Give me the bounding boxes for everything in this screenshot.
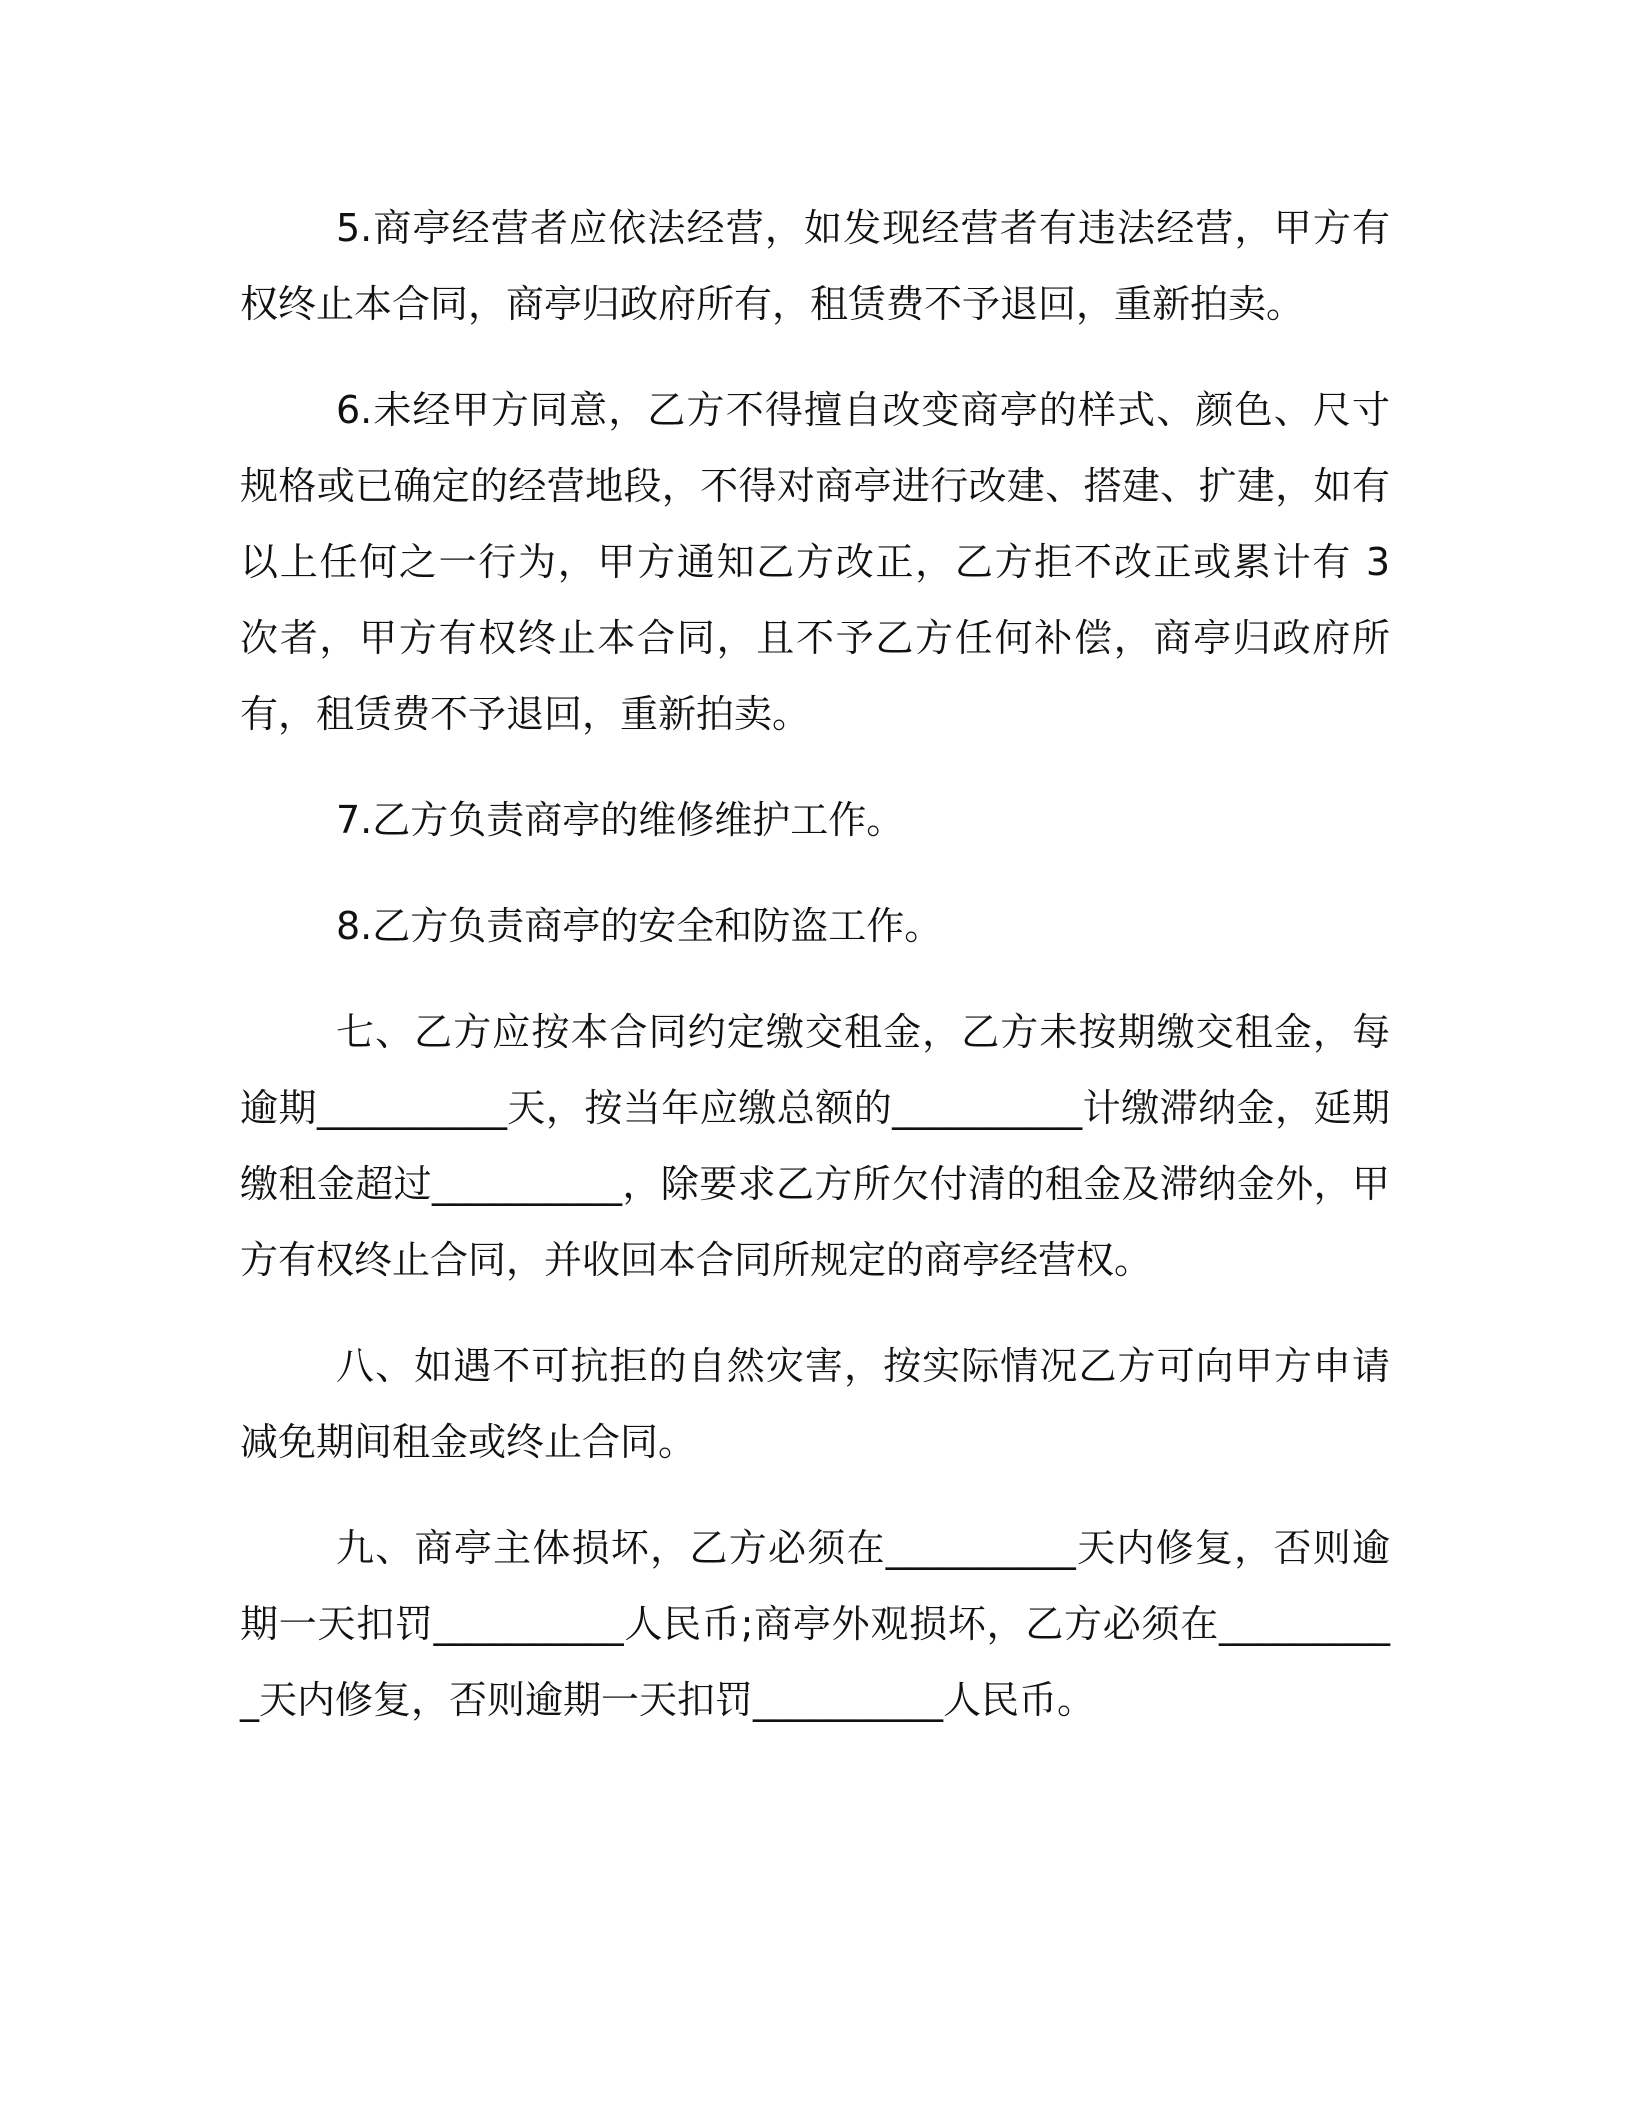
paragraph-clause-8: 8.乙方负责商亭的安全和防盗工作。: [336, 904, 943, 948]
paragraph-clause-6: 6.未经甲方同意，乙方不得擅自改变商亭的样式、颜色、尺寸规格或已确定的经营地段，不得对商亭进行改建、搭建、扩建，如有以上任何之一行为，甲方通知乙方改正，乙方拒不改正或累计有 3 次者，甲方有权终止本合同，且不予乙方任何补偿，商亭归政府所有，租赁费不予退回，重新拍卖。: [240, 388, 1390, 736]
paragraph-clause-5: 5.商亭经营者应依法经营，如发现经营者有违法经营，甲方有权终止本合同，商亭归政府所有，租赁费不予退回，重新拍卖。: [240, 206, 1390, 326]
paragraph-section-7-rent-payment: 七、乙方应按本合同约定缴交租金，乙方未按期缴交租金，每逾期__________天，按当年应缴总额的__________计缴滞纳金，延期缴租金超过__________，除要求乙方所欠付清的租金及滞纳金外，甲方有权终止合同，并收回本合同所规定的商亭经营权。: [240, 1010, 1390, 1282]
document-body: [240, 190, 1390, 1768]
paragraph-clause-7: 7.乙方负责商亭的维修维护工作。: [336, 798, 905, 842]
paragraph-section-8-force-majeure: 八、如遇不可抗拒的自然灾害，按实际情况乙方可向甲方申请减免期间租金或终止合同。: [240, 1344, 1390, 1464]
paragraph-section-9-damage-repair: 九、商亭主体损坏，乙方必须在__________天内修复，否则逾期一天扣罚__________人民币;商亭外观损坏，乙方必须在__________天内修复，否则逾期一天扣罚__________人民币。: [240, 1526, 1390, 1722]
